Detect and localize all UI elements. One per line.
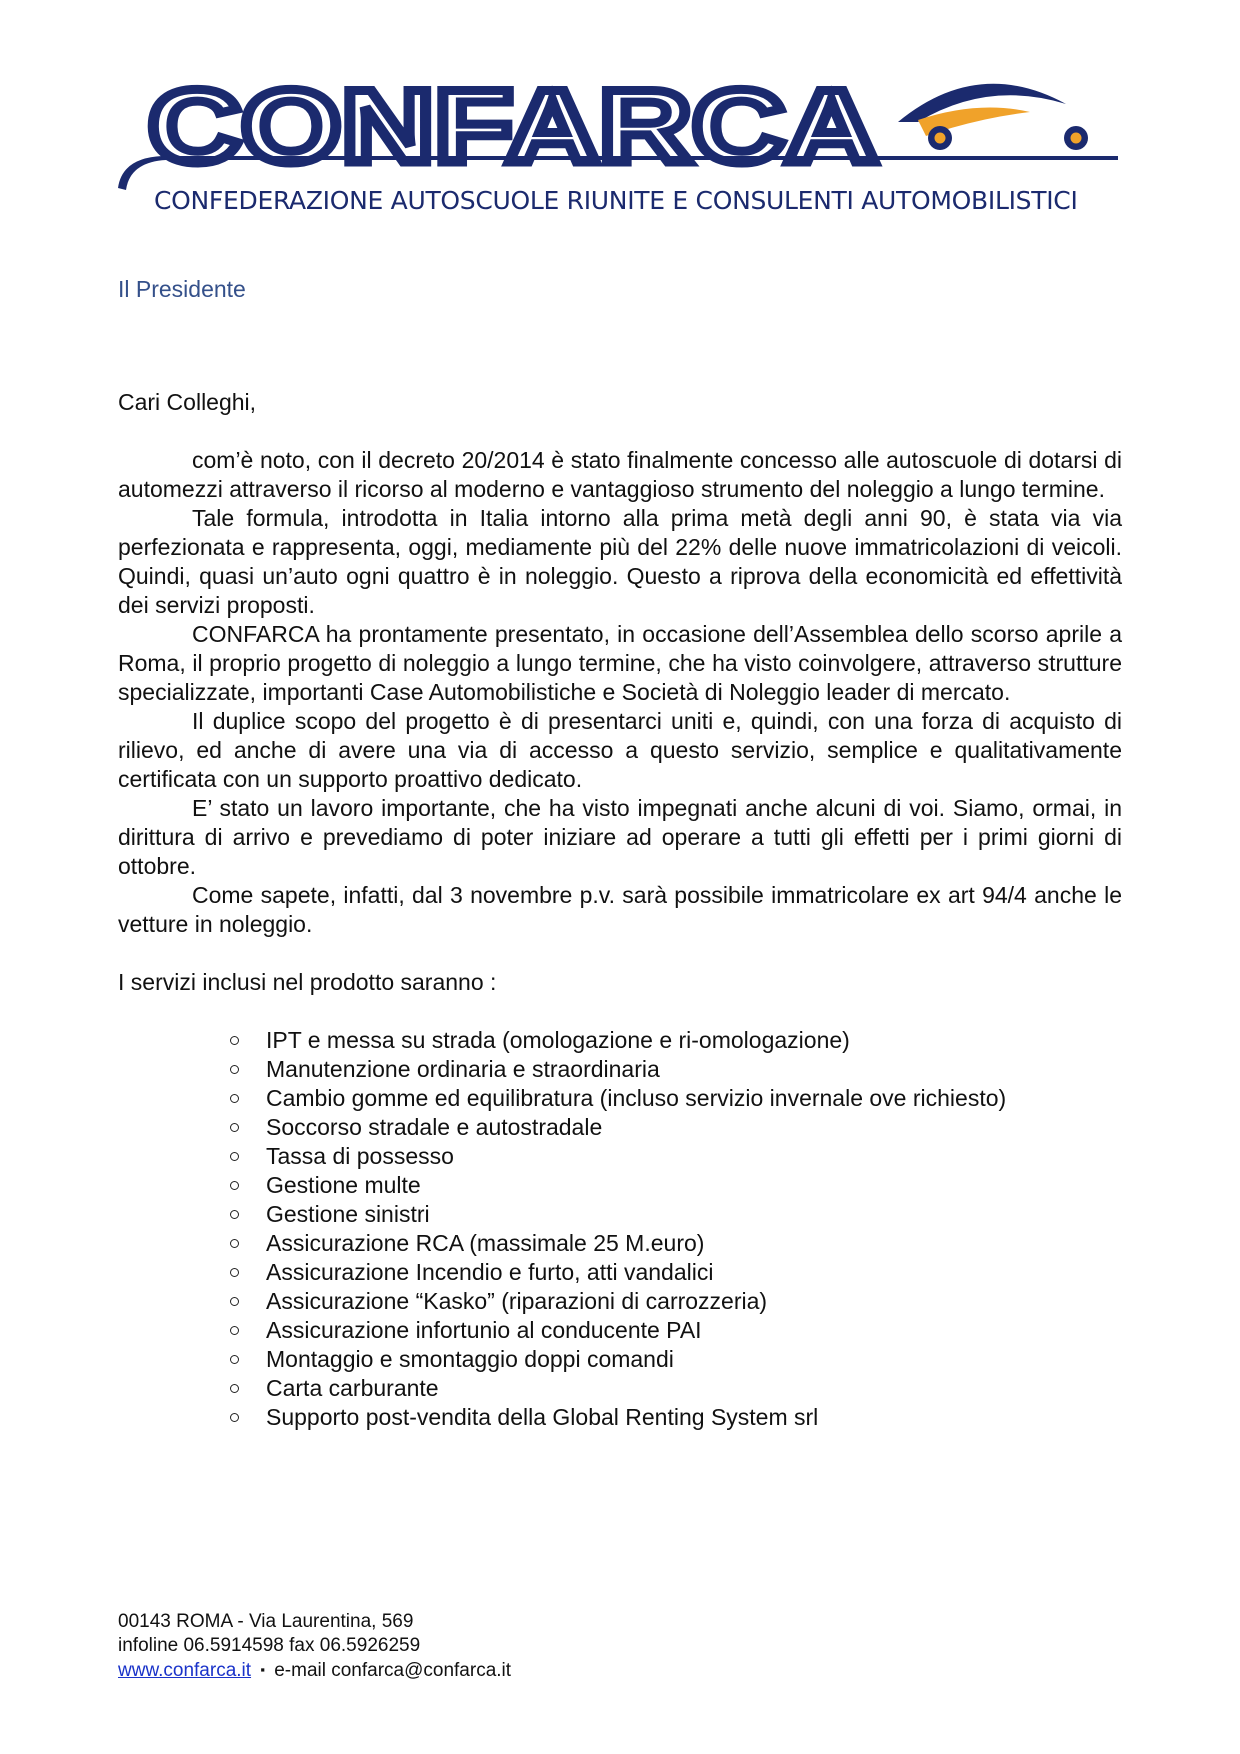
circle-bullet-icon	[230, 1210, 239, 1219]
footer-address: 00143 ROMA - Via Laurentina, 569	[118, 1611, 414, 1632]
list-item: Assicurazione infortunio al conducente PAI	[230, 1316, 1122, 1345]
circle-bullet-icon	[230, 1123, 239, 1132]
circle-bullet-icon	[230, 1036, 239, 1045]
salutation: Cari Colleghi,	[118, 389, 257, 415]
logo-wordmark: CONFARCA	[148, 74, 878, 185]
circle-bullet-icon	[230, 1297, 239, 1306]
list-item: Assicurazione “Kasko” (riparazioni di carrozzeria)	[230, 1287, 1122, 1316]
footer-contacts	[118, 1658, 511, 1683]
paragraph: Il duplice scopo del progetto è di presentarci uniti e, quindi, con una forza di acquisto di rilievo, ed anche di avere una via di accesso a questo servizio, semplice e qualitativamente certificata con un supporto proattivo dedicato.	[118, 708, 1122, 792]
paragraph: Tale formula, introdotta in Italia intorno alla prima metà degli anni 90, è stata via via perfezionata e rappresenta, oggi, mediamente più del 22% delle nuove immatricolazioni di veicoli. Quindi, quasi un’auto ogni quattro è in noleggio. Questo a riprova della economicità ed effettività dei servizi proposti.	[118, 505, 1122, 618]
circle-bullet-icon	[230, 1094, 239, 1103]
footer-phones: infoline 06.5914598 fax 06.5926259	[118, 1635, 421, 1656]
list-item: Carta carburante	[230, 1374, 1122, 1403]
list-item: Manutenzione ordinaria e straordinaria	[230, 1055, 1122, 1084]
circle-bullet-icon	[230, 1239, 239, 1248]
circle-bullet-icon	[230, 1268, 239, 1277]
circle-bullet-icon	[230, 1181, 239, 1190]
list-item: Supporto post-vendita della Global Renting System srl	[230, 1403, 1122, 1432]
letter-body	[118, 388, 1122, 1432]
list-item: Cambio gomme ed equilibratura (incluso servizio invernale ove richiesto)	[230, 1084, 1122, 1113]
paragraph: Come sapete, infatti, dal 3 novembre p.v. sarà possibile immatricolare ex art 94/4 anche le vetture in noleggio.	[118, 882, 1122, 937]
paragraph: E’ stato un lavoro importante, che ha visto impegnati anche alcuni di voi. Siamo, ormai, in dirittura di arrivo e prevediamo di poter iniziare ad operare a tutti gli effetti per i primi giorni di ottobre.	[118, 795, 1122, 879]
circle-bullet-icon	[230, 1384, 239, 1393]
list-item: Assicurazione RCA (massimale 25 M.euro)	[230, 1229, 1122, 1258]
list-item: Assicurazione Incendio e furto, atti vandalici	[230, 1258, 1122, 1287]
president-label: Il Presidente	[118, 276, 246, 302]
circle-bullet-icon	[230, 1413, 239, 1422]
paragraph: com’è noto, con il decreto 20/2014 è stato finalmente concesso alle autoscuole di dotarsi di automezzi attraverso il ricorso al moderno e vantaggioso strumento del noleggio a lungo termine.	[118, 447, 1122, 502]
list-item: Tassa di possesso	[230, 1142, 1122, 1171]
letterhead-subtitle: CONFEDERAZIONE AUTOSCUOLE RIUNITE E CONSULENTI AUTOMOBILISTICI	[154, 186, 1078, 215]
paragraph: CONFARCA ha prontamente presentato, in occasione dell’Assemblea dello scorso aprile a Roma, il proprio progetto di noleggio a lungo termine, che ha visto coinvolgere, attraverso strutture specializzate, importanti Case Automobilistiche e Società di Noleggio leader di mercato.	[118, 621, 1122, 705]
list-item: Gestione sinistri	[230, 1200, 1122, 1229]
list-item: Soccorso stradale e autostradale	[230, 1113, 1122, 1142]
website-link[interactable]: www.confarca.it	[118, 1660, 252, 1681]
services-intro: I servizi inclusi nel prodotto saranno :	[118, 969, 497, 995]
square-separator-icon: ▪	[260, 1662, 265, 1677]
letterhead	[118, 74, 1130, 224]
list-item: Montaggio e smontaggio doppi comandi	[230, 1345, 1122, 1374]
circle-bullet-icon	[230, 1152, 239, 1161]
services-list	[118, 1026, 1122, 1432]
circle-bullet-icon	[230, 1065, 239, 1074]
footer-email: e-mail confarca@confarca.it	[274, 1660, 512, 1681]
footer	[118, 1610, 511, 1683]
circle-bullet-icon	[230, 1326, 239, 1335]
list-item: IPT e messa su strada (omologazione e ri-omologazione)	[230, 1026, 1122, 1055]
circle-bullet-icon	[230, 1355, 239, 1364]
list-item: Gestione multe	[230, 1171, 1122, 1200]
